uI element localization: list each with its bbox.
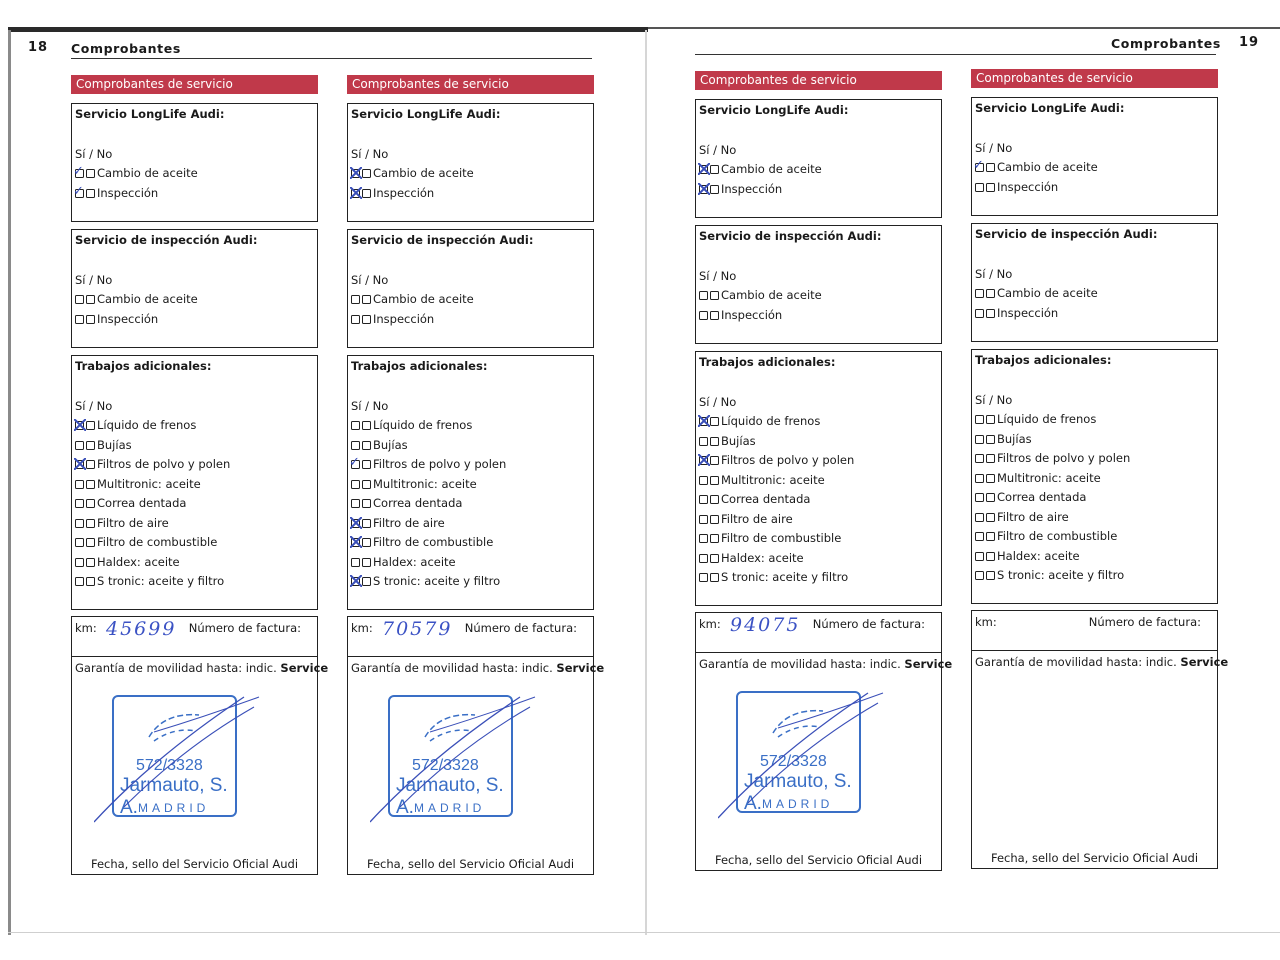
checkbox[interactable]	[75, 295, 84, 304]
checkbox[interactable]	[699, 515, 708, 524]
checkbox[interactable]	[975, 415, 984, 424]
checkbox[interactable]	[710, 573, 719, 582]
box-title: Trabajos adicionales:	[699, 355, 836, 369]
guarantee-box	[695, 652, 953, 871]
checkbox[interactable]	[975, 513, 984, 522]
item-label: Filtros de polvo y polen	[997, 451, 1131, 465]
km-value[interactable]: 45699	[106, 618, 177, 640]
checkbox[interactable]	[710, 165, 719, 174]
stamp-logo-icon	[768, 703, 828, 743]
stamp-city: MADRID	[414, 801, 486, 815]
checkbox[interactable]	[351, 315, 360, 324]
checkbox[interactable]	[362, 480, 371, 489]
guarantee-text: Garantía de movilidad hasta: indic. Service	[75, 661, 329, 675]
checkbox[interactable]	[986, 532, 995, 541]
left-page-number: 18	[28, 40, 49, 55]
item-label: Filtros de polvo y polen	[97, 457, 231, 471]
list-item	[351, 535, 493, 549]
list-item	[975, 432, 1032, 446]
service-column	[971, 69, 1229, 865]
checkbox[interactable]	[699, 437, 708, 446]
guarantee-box	[971, 650, 1229, 869]
item-label: Líquido de frenos	[997, 412, 1097, 426]
checkbox[interactable]	[699, 534, 708, 543]
checkbox[interactable]	[351, 169, 360, 178]
item-label: Líquido de frenos	[97, 418, 197, 432]
km-row	[695, 612, 942, 652]
title-rule	[71, 58, 592, 59]
checkbox[interactable]	[351, 519, 360, 528]
item-label: Multitronic: aceite	[373, 476, 477, 491]
km-label: km:	[75, 621, 97, 635]
service-column	[347, 75, 605, 871]
list-item	[975, 490, 1086, 504]
item-label: Haldex: aceite	[997, 548, 1080, 563]
list-item	[75, 555, 180, 569]
additional-box	[347, 355, 594, 610]
checkbox[interactable]	[710, 185, 719, 194]
checkbox[interactable]	[699, 165, 708, 174]
checkbox[interactable]	[362, 315, 371, 324]
checkbox[interactable]	[362, 499, 371, 508]
inspection-box	[695, 225, 942, 344]
item-label: Filtro de combustible	[721, 531, 842, 545]
checkbox[interactable]	[710, 515, 719, 524]
dealer-stamp	[388, 695, 513, 817]
checkbox[interactable]	[86, 460, 95, 469]
inspection-box	[71, 229, 318, 348]
page-edge	[8, 932, 1280, 933]
checkbox[interactable]	[710, 476, 719, 485]
list-item	[75, 418, 196, 432]
list-item	[75, 438, 132, 452]
checkbox[interactable]	[86, 499, 95, 508]
checkbox[interactable]	[699, 495, 708, 504]
yes-no-label: Sí / No	[75, 147, 113, 161]
yes-no-label: Sí / No	[975, 141, 1013, 155]
box-title: Servicio de inspección Audi:	[699, 229, 882, 243]
stamp-logo-icon	[420, 707, 480, 747]
guarantee-box	[347, 656, 605, 875]
checkbox[interactable]	[986, 435, 995, 444]
checkbox[interactable]	[710, 437, 719, 446]
list-item	[351, 477, 477, 491]
checkbox[interactable]	[710, 291, 719, 300]
footer-text: Fecha, sello del Servicio Oficial Audi	[90, 857, 299, 871]
list-item	[351, 516, 445, 530]
list-item	[351, 496, 462, 510]
checkbox[interactable]	[710, 311, 719, 320]
box-title: Servicio LongLife Audi:	[975, 101, 1125, 115]
inspection-label: Inspección	[97, 186, 159, 200]
checkbox[interactable]	[975, 309, 984, 318]
checkbox[interactable]	[86, 577, 95, 586]
right-page-number: 19	[1239, 35, 1260, 50]
list-item	[699, 531, 841, 545]
item-label: Filtro de aire	[721, 511, 793, 526]
inspection-label: Inspección	[997, 306, 1059, 320]
checkbox[interactable]	[975, 163, 984, 172]
checkbox[interactable]	[86, 538, 95, 547]
checkbox[interactable]	[699, 456, 708, 465]
guarantee-text: Garantía de movilidad hasta: indic. Service	[699, 657, 953, 671]
stamp-name: Jarmauto, S. A.	[396, 775, 504, 818]
checkbox[interactable]	[975, 435, 984, 444]
list-item	[699, 512, 793, 526]
item-label: Filtro de aire	[997, 509, 1069, 524]
checkbox[interactable]	[362, 558, 371, 567]
item-label: Multitronic: aceite	[997, 470, 1101, 485]
inspection-label: Inspección	[721, 308, 783, 322]
list-item	[699, 414, 820, 428]
item-label: Filtro de combustible	[997, 529, 1118, 543]
checkbox[interactable]	[710, 495, 719, 504]
section-header: Comprobantes de servicio	[347, 75, 594, 94]
km-label: km:	[699, 617, 721, 631]
km-row	[971, 610, 1218, 650]
checkbox[interactable]	[86, 421, 95, 430]
checkbox[interactable]	[699, 291, 708, 300]
service-column	[695, 71, 953, 867]
section-header: Comprobantes de servicio	[71, 75, 318, 94]
box-title: Servicio LongLife Audi:	[351, 107, 501, 121]
checkbox[interactable]	[75, 189, 84, 198]
list-item	[699, 570, 848, 584]
oil-label: Cambio de aceite	[721, 288, 822, 302]
box-title: Servicio de inspección Audi:	[75, 233, 258, 247]
oil-label: Cambio de aceite	[997, 286, 1098, 300]
list-item	[75, 457, 230, 471]
section-header: Comprobantes de servicio	[971, 69, 1218, 88]
checkbox[interactable]	[75, 480, 84, 489]
checkbox[interactable]	[86, 441, 95, 450]
checkbox[interactable]	[975, 571, 984, 580]
stamp-number: 572/3328	[760, 753, 827, 770]
stamp-number: 572/3328	[136, 757, 203, 774]
stamp-name: Jarmauto, S. A.	[120, 775, 228, 818]
item-label: Correa dentada	[97, 496, 187, 510]
checkbox[interactable]	[699, 573, 708, 582]
checkbox[interactable]	[75, 538, 84, 547]
item-label: S tronic: aceite y filtro	[997, 568, 1125, 582]
checkbox[interactable]	[699, 185, 708, 194]
checkbox[interactable]	[362, 577, 371, 586]
checkbox[interactable]	[362, 421, 371, 430]
item-label: Bujías	[97, 437, 132, 452]
checkbox[interactable]	[986, 415, 995, 424]
checkbox[interactable]	[86, 519, 95, 528]
page-edge	[8, 27, 648, 32]
oil-label: Cambio de aceite	[97, 292, 198, 306]
checkbox[interactable]	[986, 474, 995, 483]
item-label: Líquido de frenos	[373, 418, 473, 432]
list-item	[75, 574, 224, 588]
guarantee-text: Garantía de movilidad hasta: indic. Service	[351, 661, 605, 675]
box-title: Servicio LongLife Audi:	[75, 107, 225, 121]
checkbox[interactable]	[351, 577, 360, 586]
invoice-label: Número de factura:	[188, 621, 301, 635]
guarantee-text: Garantía de movilidad hasta: indic. Service	[975, 655, 1229, 669]
list-item	[975, 471, 1101, 485]
item-label: Filtro de aire	[97, 515, 169, 530]
additional-box	[695, 351, 942, 606]
item-label: Haldex: aceite	[97, 554, 180, 569]
checkbox[interactable]	[710, 456, 719, 465]
inspection-box	[971, 223, 1218, 342]
checkbox[interactable]	[699, 417, 708, 426]
item-label: S tronic: aceite y filtro	[721, 570, 849, 584]
additional-box	[971, 349, 1218, 604]
checkbox[interactable]	[362, 460, 371, 469]
list-item	[975, 412, 1096, 426]
stamp-number: 572/3328	[412, 757, 479, 774]
list-item	[351, 418, 472, 432]
checkbox[interactable]	[986, 552, 995, 561]
checkbox[interactable]	[986, 493, 995, 502]
km-row	[71, 616, 318, 656]
list-item	[699, 492, 810, 506]
item-label: Filtros de polvo y polen	[721, 453, 855, 467]
inspection-label: Inspección	[97, 312, 159, 326]
list-item	[351, 438, 408, 452]
inspection-box	[347, 229, 594, 348]
yes-no-label: Sí / No	[975, 267, 1013, 281]
item-label: Filtro de combustible	[97, 535, 218, 549]
list-item	[975, 568, 1124, 582]
checkbox[interactable]	[86, 169, 95, 178]
left-page-title: Comprobantes	[71, 41, 181, 56]
checkbox[interactable]	[86, 295, 95, 304]
checkbox[interactable]	[975, 183, 984, 192]
checkbox[interactable]	[75, 460, 84, 469]
yes-no-label: Sí / No	[351, 399, 389, 413]
right-page-title: Comprobantes	[1111, 36, 1221, 51]
item-label: Haldex: aceite	[721, 550, 804, 565]
page-edge	[648, 27, 1280, 29]
checkbox[interactable]	[710, 534, 719, 543]
oil-label: Cambio de aceite	[997, 160, 1098, 174]
footer-text: Fecha, sello del Servicio Oficial Audi	[366, 857, 575, 871]
item-label: S tronic: aceite y filtro	[373, 574, 501, 588]
checkbox[interactable]	[986, 513, 995, 522]
guarantee-box	[71, 656, 329, 875]
checkbox[interactable]	[351, 460, 360, 469]
longlife-box	[71, 103, 318, 222]
checkbox[interactable]	[975, 474, 984, 483]
checkbox[interactable]	[699, 311, 708, 320]
checkbox[interactable]	[75, 421, 84, 430]
km-value[interactable]: 70579	[382, 618, 453, 640]
item-label: Haldex: aceite	[373, 554, 456, 569]
checkbox[interactable]	[975, 552, 984, 561]
title-rule	[695, 54, 1216, 55]
item-label: Correa dentada	[997, 490, 1087, 504]
item-label: Bujías	[997, 431, 1032, 446]
dealer-stamp	[736, 691, 861, 813]
yes-no-label: Sí / No	[699, 143, 737, 157]
additional-box	[71, 355, 318, 610]
oil-label: Cambio de aceite	[97, 166, 198, 180]
oil-label: Cambio de aceite	[373, 166, 474, 180]
checkbox[interactable]	[75, 558, 84, 567]
footer-text: Fecha, sello del Servicio Oficial Audi	[714, 853, 923, 867]
checkbox[interactable]	[710, 417, 719, 426]
inspection-label: Inspección	[373, 186, 435, 200]
list-item	[75, 535, 217, 549]
checkbox[interactable]	[86, 558, 95, 567]
list-item	[975, 510, 1069, 524]
checkbox[interactable]	[710, 554, 719, 563]
checkbox[interactable]	[351, 538, 360, 547]
box-title: Trabajos adicionales:	[351, 359, 488, 373]
checkbox[interactable]	[75, 519, 84, 528]
checkbox[interactable]	[362, 538, 371, 547]
checkbox[interactable]	[362, 169, 371, 178]
checkbox[interactable]	[362, 519, 371, 528]
item-label: Filtro de aire	[373, 515, 445, 530]
item-label: Multitronic: aceite	[721, 472, 825, 487]
page-edge	[8, 30, 11, 935]
list-item	[351, 457, 506, 471]
checkbox[interactable]	[699, 476, 708, 485]
checkbox[interactable]	[975, 532, 984, 541]
checkbox[interactable]	[362, 441, 371, 450]
inspection-label: Inspección	[373, 312, 435, 326]
list-item	[75, 496, 186, 510]
km-row	[347, 616, 594, 656]
list-item	[699, 551, 804, 565]
checkbox[interactable]	[351, 499, 360, 508]
section-header: Comprobantes de servicio	[695, 71, 942, 90]
item-label: Bujías	[721, 433, 756, 448]
checkbox[interactable]	[975, 454, 984, 463]
checkbox[interactable]	[86, 189, 95, 198]
yes-no-label: Sí / No	[351, 147, 389, 161]
checkbox[interactable]	[986, 163, 995, 172]
checkbox[interactable]	[86, 315, 95, 324]
list-item	[351, 574, 500, 588]
yes-no-label: Sí / No	[75, 399, 113, 413]
checkbox[interactable]	[75, 441, 84, 450]
item-label: Líquido de frenos	[721, 414, 821, 428]
item-label: Correa dentada	[373, 496, 463, 510]
list-item	[351, 555, 456, 569]
checkbox[interactable]	[75, 169, 84, 178]
checkbox[interactable]	[986, 571, 995, 580]
stamp-city: MADRID	[762, 797, 834, 811]
checkbox[interactable]	[986, 454, 995, 463]
yes-no-label: Sí / No	[699, 269, 737, 283]
list-item	[975, 549, 1080, 563]
checkbox[interactable]	[699, 554, 708, 563]
checkbox[interactable]	[362, 189, 371, 198]
yes-no-label: Sí / No	[351, 273, 389, 287]
book-gutter	[645, 30, 647, 935]
list-item	[75, 477, 201, 491]
checkbox[interactable]	[75, 499, 84, 508]
stamp-name: Jarmauto, S. A.	[744, 771, 852, 814]
oil-label: Cambio de aceite	[373, 292, 474, 306]
checkbox[interactable]	[351, 421, 360, 430]
inspection-label: Inspección	[997, 180, 1059, 194]
checkbox[interactable]	[975, 289, 984, 298]
list-item	[699, 473, 825, 487]
km-label: km:	[351, 621, 373, 635]
checkbox[interactable]	[351, 480, 360, 489]
oil-label: Cambio de aceite	[721, 162, 822, 176]
item-label: Filtros de polvo y polen	[373, 457, 507, 471]
checkbox[interactable]	[975, 493, 984, 502]
item-label: Correa dentada	[721, 492, 811, 506]
km-value[interactable]: 94075	[730, 614, 801, 636]
invoice-label: Número de factura:	[1088, 615, 1201, 629]
checkbox[interactable]	[986, 183, 995, 192]
list-item	[975, 451, 1130, 465]
list-item	[75, 516, 169, 530]
invoice-label: Número de factura:	[464, 621, 577, 635]
checkbox[interactable]	[75, 315, 84, 324]
yes-no-label: Sí / No	[699, 395, 737, 409]
service-column	[71, 75, 329, 871]
list-item	[975, 529, 1117, 543]
stamp-logo-icon	[144, 707, 204, 747]
footer-text: Fecha, sello del Servicio Oficial Audi	[990, 851, 1199, 865]
box-title: Trabajos adicionales:	[975, 353, 1112, 367]
box-title: Servicio LongLife Audi:	[699, 103, 849, 117]
invoice-label: Número de factura:	[812, 617, 925, 631]
longlife-box	[347, 103, 594, 222]
item-label: Bujías	[373, 437, 408, 452]
item-label: Filtro de combustible	[373, 535, 494, 549]
checkbox[interactable]	[986, 309, 995, 318]
list-item	[699, 453, 854, 467]
checkbox[interactable]	[362, 295, 371, 304]
item-label: S tronic: aceite y filtro	[97, 574, 225, 588]
checkbox[interactable]	[351, 558, 360, 567]
stamp-city: MADRID	[138, 801, 210, 815]
checkbox[interactable]	[86, 480, 95, 489]
km-label: km:	[975, 615, 997, 629]
list-item	[699, 434, 756, 448]
checkbox[interactable]	[986, 289, 995, 298]
box-title: Servicio de inspección Audi:	[975, 227, 1158, 241]
yes-no-label: Sí / No	[75, 273, 113, 287]
checkbox[interactable]	[351, 189, 360, 198]
checkbox[interactable]	[75, 577, 84, 586]
checkbox[interactable]	[351, 295, 360, 304]
yes-no-label: Sí / No	[975, 393, 1013, 407]
longlife-box	[971, 97, 1218, 216]
inspection-label: Inspección	[721, 182, 783, 196]
dealer-stamp	[112, 695, 237, 817]
longlife-box	[695, 99, 942, 218]
box-title: Servicio de inspección Audi:	[351, 233, 534, 247]
box-title: Trabajos adicionales:	[75, 359, 212, 373]
checkbox[interactable]	[351, 441, 360, 450]
item-label: Multitronic: aceite	[97, 476, 201, 491]
